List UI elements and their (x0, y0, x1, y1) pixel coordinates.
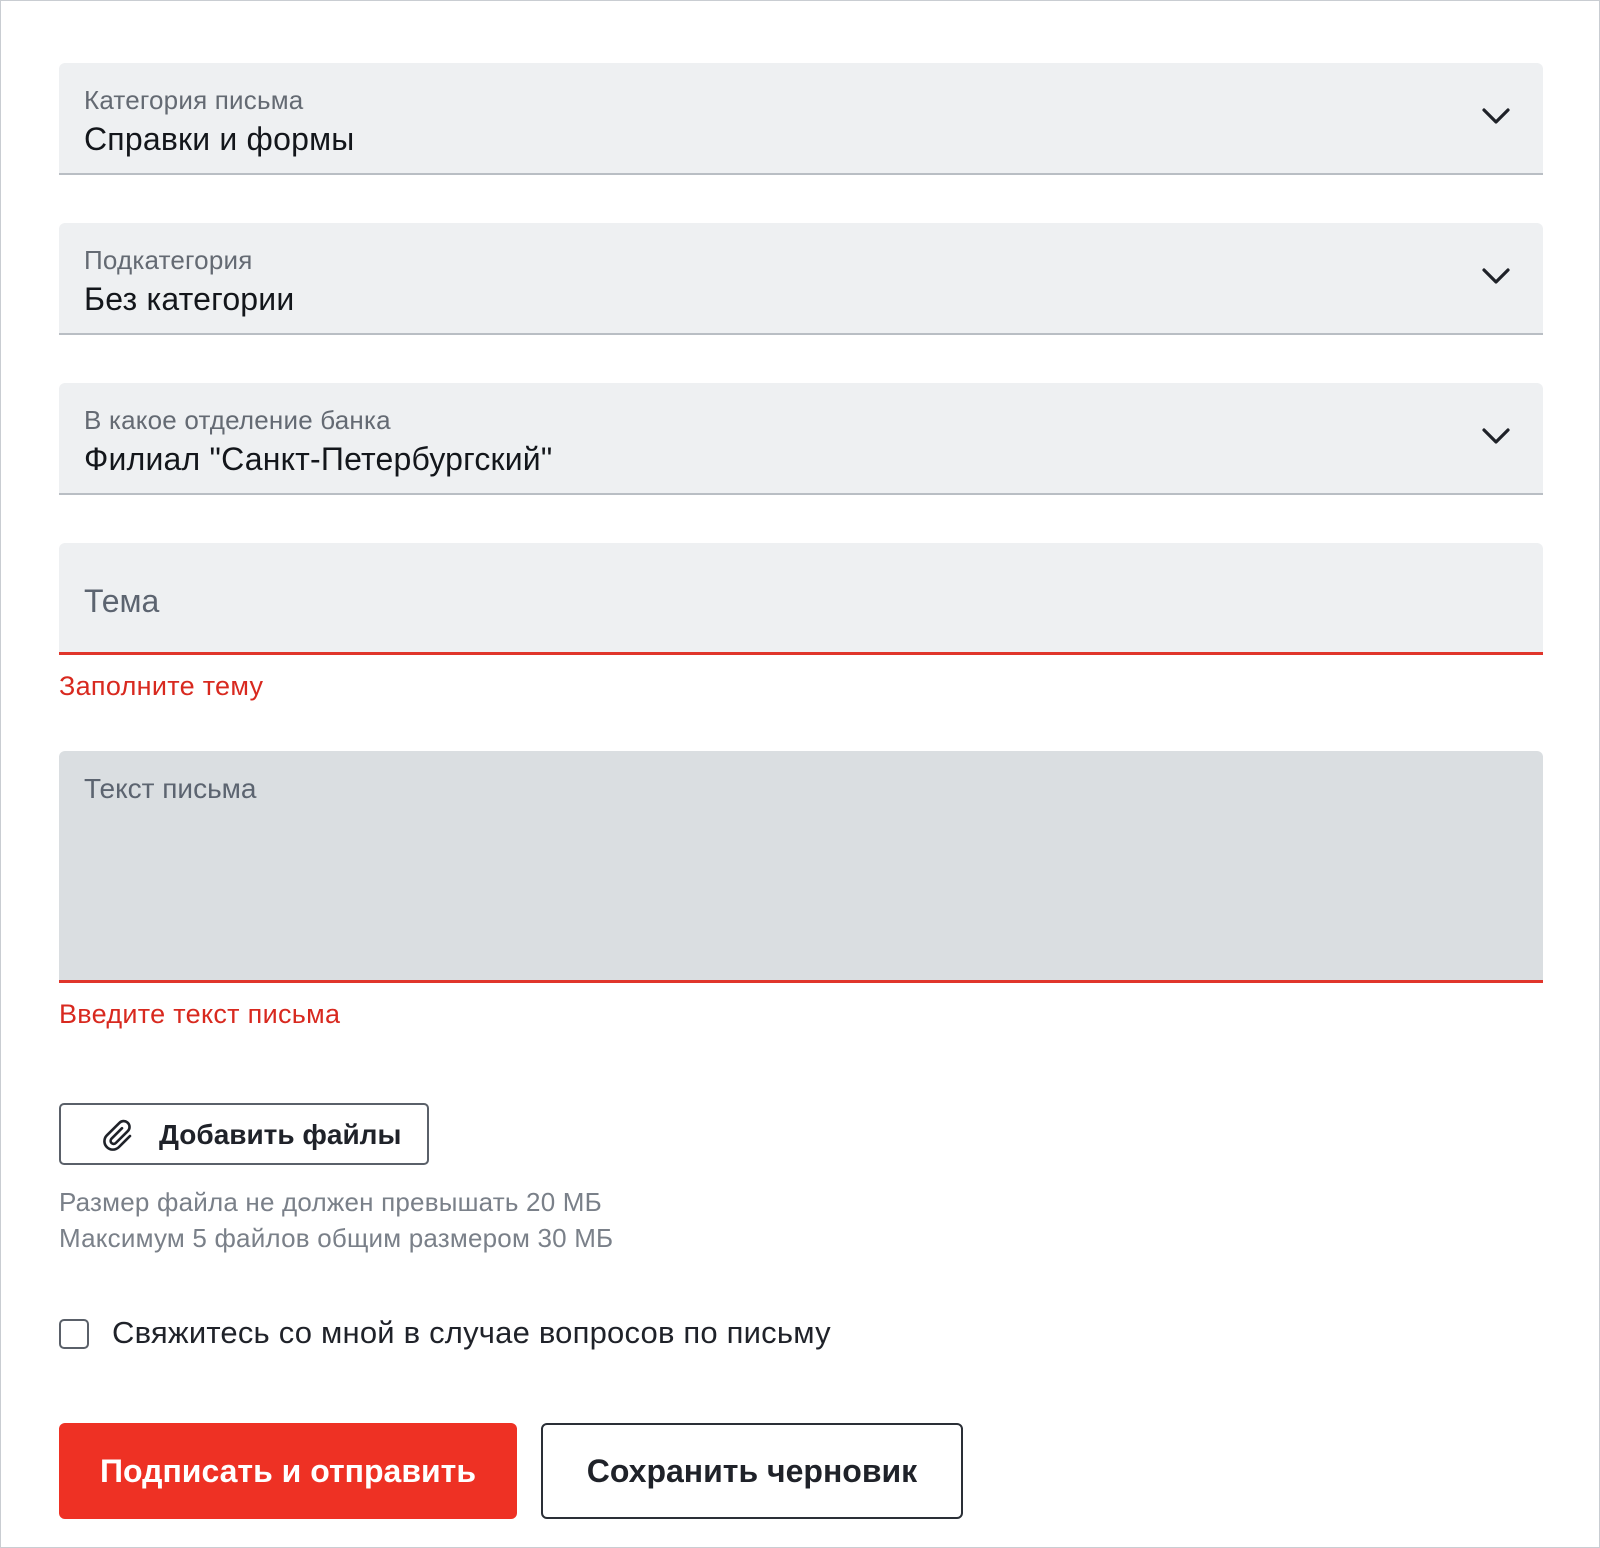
file-size-hint: Размер файла не должен превышать 20 МБ (59, 1187, 602, 1217)
subject-error: Заполните тему (59, 671, 264, 701)
body-placeholder: Текст письма (84, 773, 257, 804)
add-files-button[interactable] (59, 1103, 429, 1165)
subcategory-select[interactable] (59, 223, 1543, 335)
file-count-hint: Максимум 5 файлов общим размером 30 МБ (59, 1223, 614, 1253)
body-textarea[interactable] (59, 751, 1543, 983)
chevron-down-icon (1481, 105, 1511, 127)
category-select[interactable] (59, 63, 1543, 175)
chevron-down-icon (1481, 425, 1511, 447)
branch-label: В какое отделение банка (84, 405, 391, 435)
sign-and-send-button[interactable]: Подписать и отправить (59, 1423, 517, 1519)
contact-me-checkbox[interactable] (59, 1319, 89, 1349)
subject-placeholder: Тема (84, 583, 160, 619)
branch-select[interactable] (59, 383, 1543, 495)
category-value: Справки и формы (84, 121, 355, 157)
save-draft-button[interactable]: Сохранить черновик (541, 1423, 963, 1519)
paperclip-icon (103, 1118, 137, 1154)
body-error: Введите текст письма (59, 999, 341, 1029)
subcategory-label: Подкатегория (84, 245, 253, 275)
add-files-label: Добавить файлы (159, 1119, 402, 1150)
subcategory-value: Без категории (84, 281, 295, 317)
subject-input[interactable] (59, 543, 1543, 655)
category-label: Категория письма (84, 85, 304, 115)
contact-me-label[interactable]: Свяжитесь со мной в случае вопросов по письму (112, 1315, 831, 1350)
chevron-down-icon (1481, 265, 1511, 287)
branch-value: Филиал "Санкт-Петербургский" (84, 441, 553, 477)
